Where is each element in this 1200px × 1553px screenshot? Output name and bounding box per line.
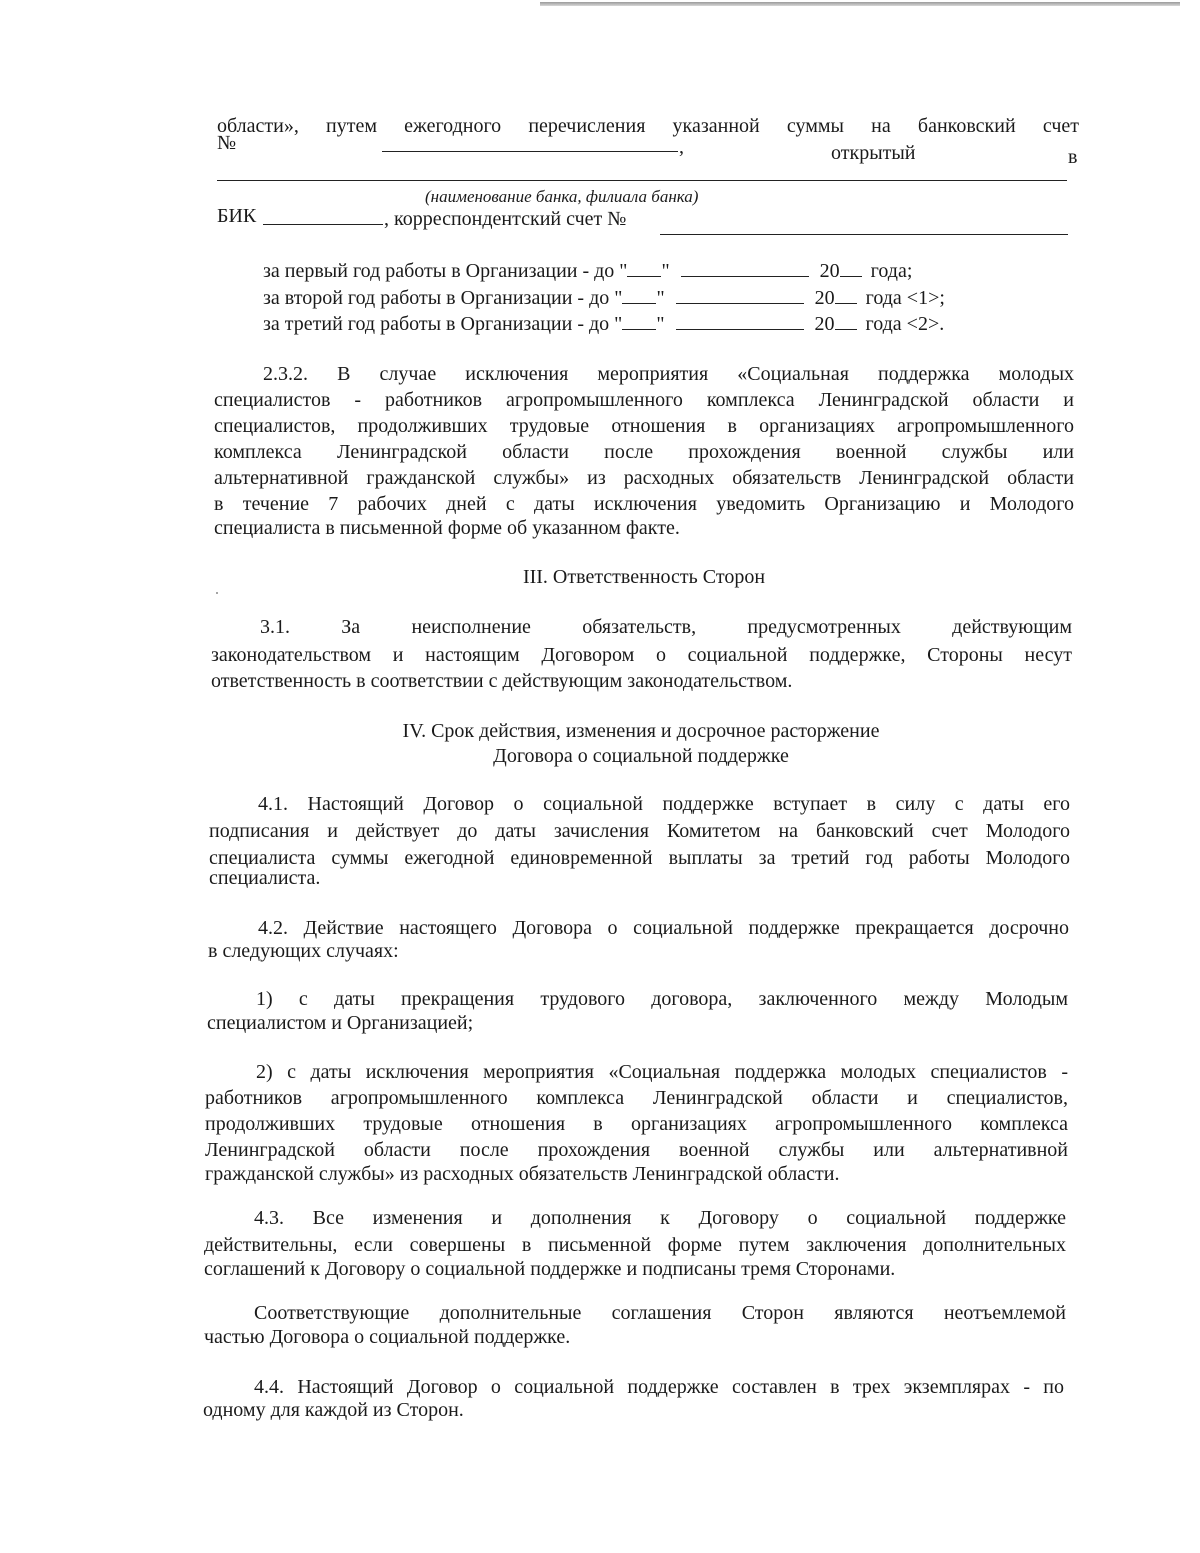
p42-item-1-line-2: специалистом и Организацией; bbox=[207, 1012, 474, 1034]
p41-line-1: 4.1. Настоящий Договор о социальной поддержке вступает в силу с даты его bbox=[258, 793, 1070, 815]
schedule-row-3 bbox=[263, 311, 944, 337]
account-comma: , bbox=[679, 136, 684, 158]
corr-account-label: , корреспондентский счет № bbox=[384, 208, 627, 230]
schedule-row-year: 20 bbox=[814, 287, 835, 309]
bank-name-blank bbox=[217, 180, 1067, 181]
schedule-row-quote: " bbox=[656, 313, 665, 335]
p42-item-2-line-2: работников агропромышленного комплекса Ленинградской области и специалистов, bbox=[205, 1087, 1068, 1109]
day-blank bbox=[622, 285, 656, 304]
number-sign: № bbox=[217, 132, 237, 154]
p43-line-3: соглашений к Договору о социальной поддержке и подписаны тремя Сторонами. bbox=[204, 1258, 896, 1280]
schedule-row-1 bbox=[263, 258, 912, 284]
month-blank bbox=[676, 285, 804, 304]
p41-line-2: подписания и действует до даты зачисления Комитетом на банковский счет Молодого bbox=[209, 820, 1070, 842]
bank-name-caption: (наименование банка, филиала банка) bbox=[425, 187, 699, 206]
in-label: в bbox=[1068, 146, 1078, 168]
p31-line-3: ответственность в соответствии с действующим законодательством. bbox=[211, 670, 793, 692]
schedule-row-tail: года; bbox=[870, 260, 913, 282]
p42-item-2-line-3: продолживших трудовые отношения в организациях агропромышленного комплекса bbox=[205, 1113, 1068, 1135]
p44-line-2: одному для каждой из Сторон. bbox=[203, 1399, 464, 1421]
schedule-row-quote: " bbox=[661, 260, 670, 282]
p31-line-1: 3.1. За неисполнение обязательств, предусмотренных действующим bbox=[260, 616, 1072, 638]
p41-line-3: специалиста суммы ежегодной единовременной выплаты за третий год работы Молодого bbox=[209, 847, 1070, 869]
day-blank bbox=[627, 258, 661, 277]
schedule-row-tail: года <1>; bbox=[865, 287, 945, 309]
year-blank bbox=[840, 258, 862, 277]
day-blank bbox=[622, 311, 656, 330]
p42-item-1-line-1: 1) с даты прекращения трудового договора, заключенного между Молодым bbox=[256, 988, 1068, 1010]
account-blank bbox=[382, 151, 678, 152]
section-4-title-line-2: Договора о социальной поддержке bbox=[493, 745, 789, 767]
schedule-row-2 bbox=[263, 285, 945, 311]
section-3-title: III. Ответственность Сторон bbox=[522, 566, 766, 588]
p42-line-2: в следующих случаях: bbox=[208, 940, 399, 962]
schedule-row-lead: за первый год работы в Организации - до " bbox=[263, 260, 628, 282]
p43-line-2: действительны, если совершены в письменной форме путем заключения дополнительных bbox=[204, 1234, 1066, 1256]
scan-speck bbox=[216, 592, 218, 594]
month-blank bbox=[681, 258, 809, 277]
schedule-row-year: 20 bbox=[814, 313, 835, 335]
p43-line-1: 4.3. Все изменения и дополнения к Договору о социальной поддержке bbox=[254, 1207, 1066, 1229]
bik-blank bbox=[263, 224, 383, 225]
opened-label: открытый bbox=[831, 142, 916, 164]
p44-line-1: 4.4. Настоящий Договор о социальной поддержке составлен в трех экземплярах - по bbox=[254, 1376, 1064, 1398]
year-blank bbox=[835, 311, 857, 330]
year-blank bbox=[835, 285, 857, 304]
p232-line-3: специалистов, продолживших трудовые отношения в организациях агропромышленного bbox=[214, 415, 1074, 437]
p232-line-1: 2.3.2. В случае исключения мероприятия «Социальная поддержка молодых bbox=[263, 363, 1074, 385]
section-4-title-line-1: IV. Срок действия, изменения и досрочное расторжение bbox=[402, 720, 880, 742]
p42-item-2-line-4: Ленинградской области после прохождения военной службы или альтернативной bbox=[205, 1139, 1068, 1161]
p43b-line-2: частью Договора о социальной поддержке. bbox=[204, 1326, 571, 1348]
month-blank bbox=[676, 311, 804, 330]
p42-item-2-line-5: гражданской службы» из расходных обязательств Ленинградской области. bbox=[205, 1163, 840, 1185]
schedule-row-lead: за второй год работы в Организации - до " bbox=[263, 287, 623, 309]
bik-label: БИК bbox=[217, 205, 257, 227]
p232-line-2: специалистов - работников агропромышленного комплекса Ленинградской области и bbox=[214, 389, 1074, 411]
p232-line-6: в течение 7 рабочих дней с даты исключения уведомить Организацию и Молодого bbox=[214, 493, 1074, 515]
schedule-row-year: 20 bbox=[819, 260, 840, 282]
bank-line-1: области», путем ежегодного перечисления указанной суммы на банковский счет bbox=[217, 115, 1079, 137]
p232-line-4: комплекса Ленинградской области после прохождения военной службы или bbox=[214, 441, 1074, 463]
p43b-line-1: Соответствующие дополнительные соглашения Сторон являются неотъемлемой bbox=[254, 1302, 1066, 1324]
schedule-row-quote: " bbox=[656, 287, 665, 309]
p232-line-7: специалиста в письменной форме об указанном факте. bbox=[214, 517, 680, 539]
p42-item-2-line-1: 2) с даты исключения мероприятия «Социальная поддержка молодых специалистов - bbox=[256, 1061, 1068, 1083]
p41-line-4: специалиста. bbox=[209, 867, 321, 889]
schedule-row-lead: за третий год работы в Организации - до " bbox=[263, 313, 623, 335]
p232-line-5: альтернативной гражданской службы» из расходных обязательств Ленинградской области bbox=[214, 467, 1074, 489]
corr-account-blank bbox=[660, 234, 1068, 235]
schedule-row-tail: года <2>. bbox=[865, 313, 945, 335]
scan-edge bbox=[540, 2, 1180, 6]
p31-line-2: законодательством и настоящим Договором о социальной поддержке, Стороны несут bbox=[211, 644, 1072, 666]
p42-line-1: 4.2. Действие настоящего Договора о социальной поддержке прекращается досрочно bbox=[258, 917, 1069, 939]
